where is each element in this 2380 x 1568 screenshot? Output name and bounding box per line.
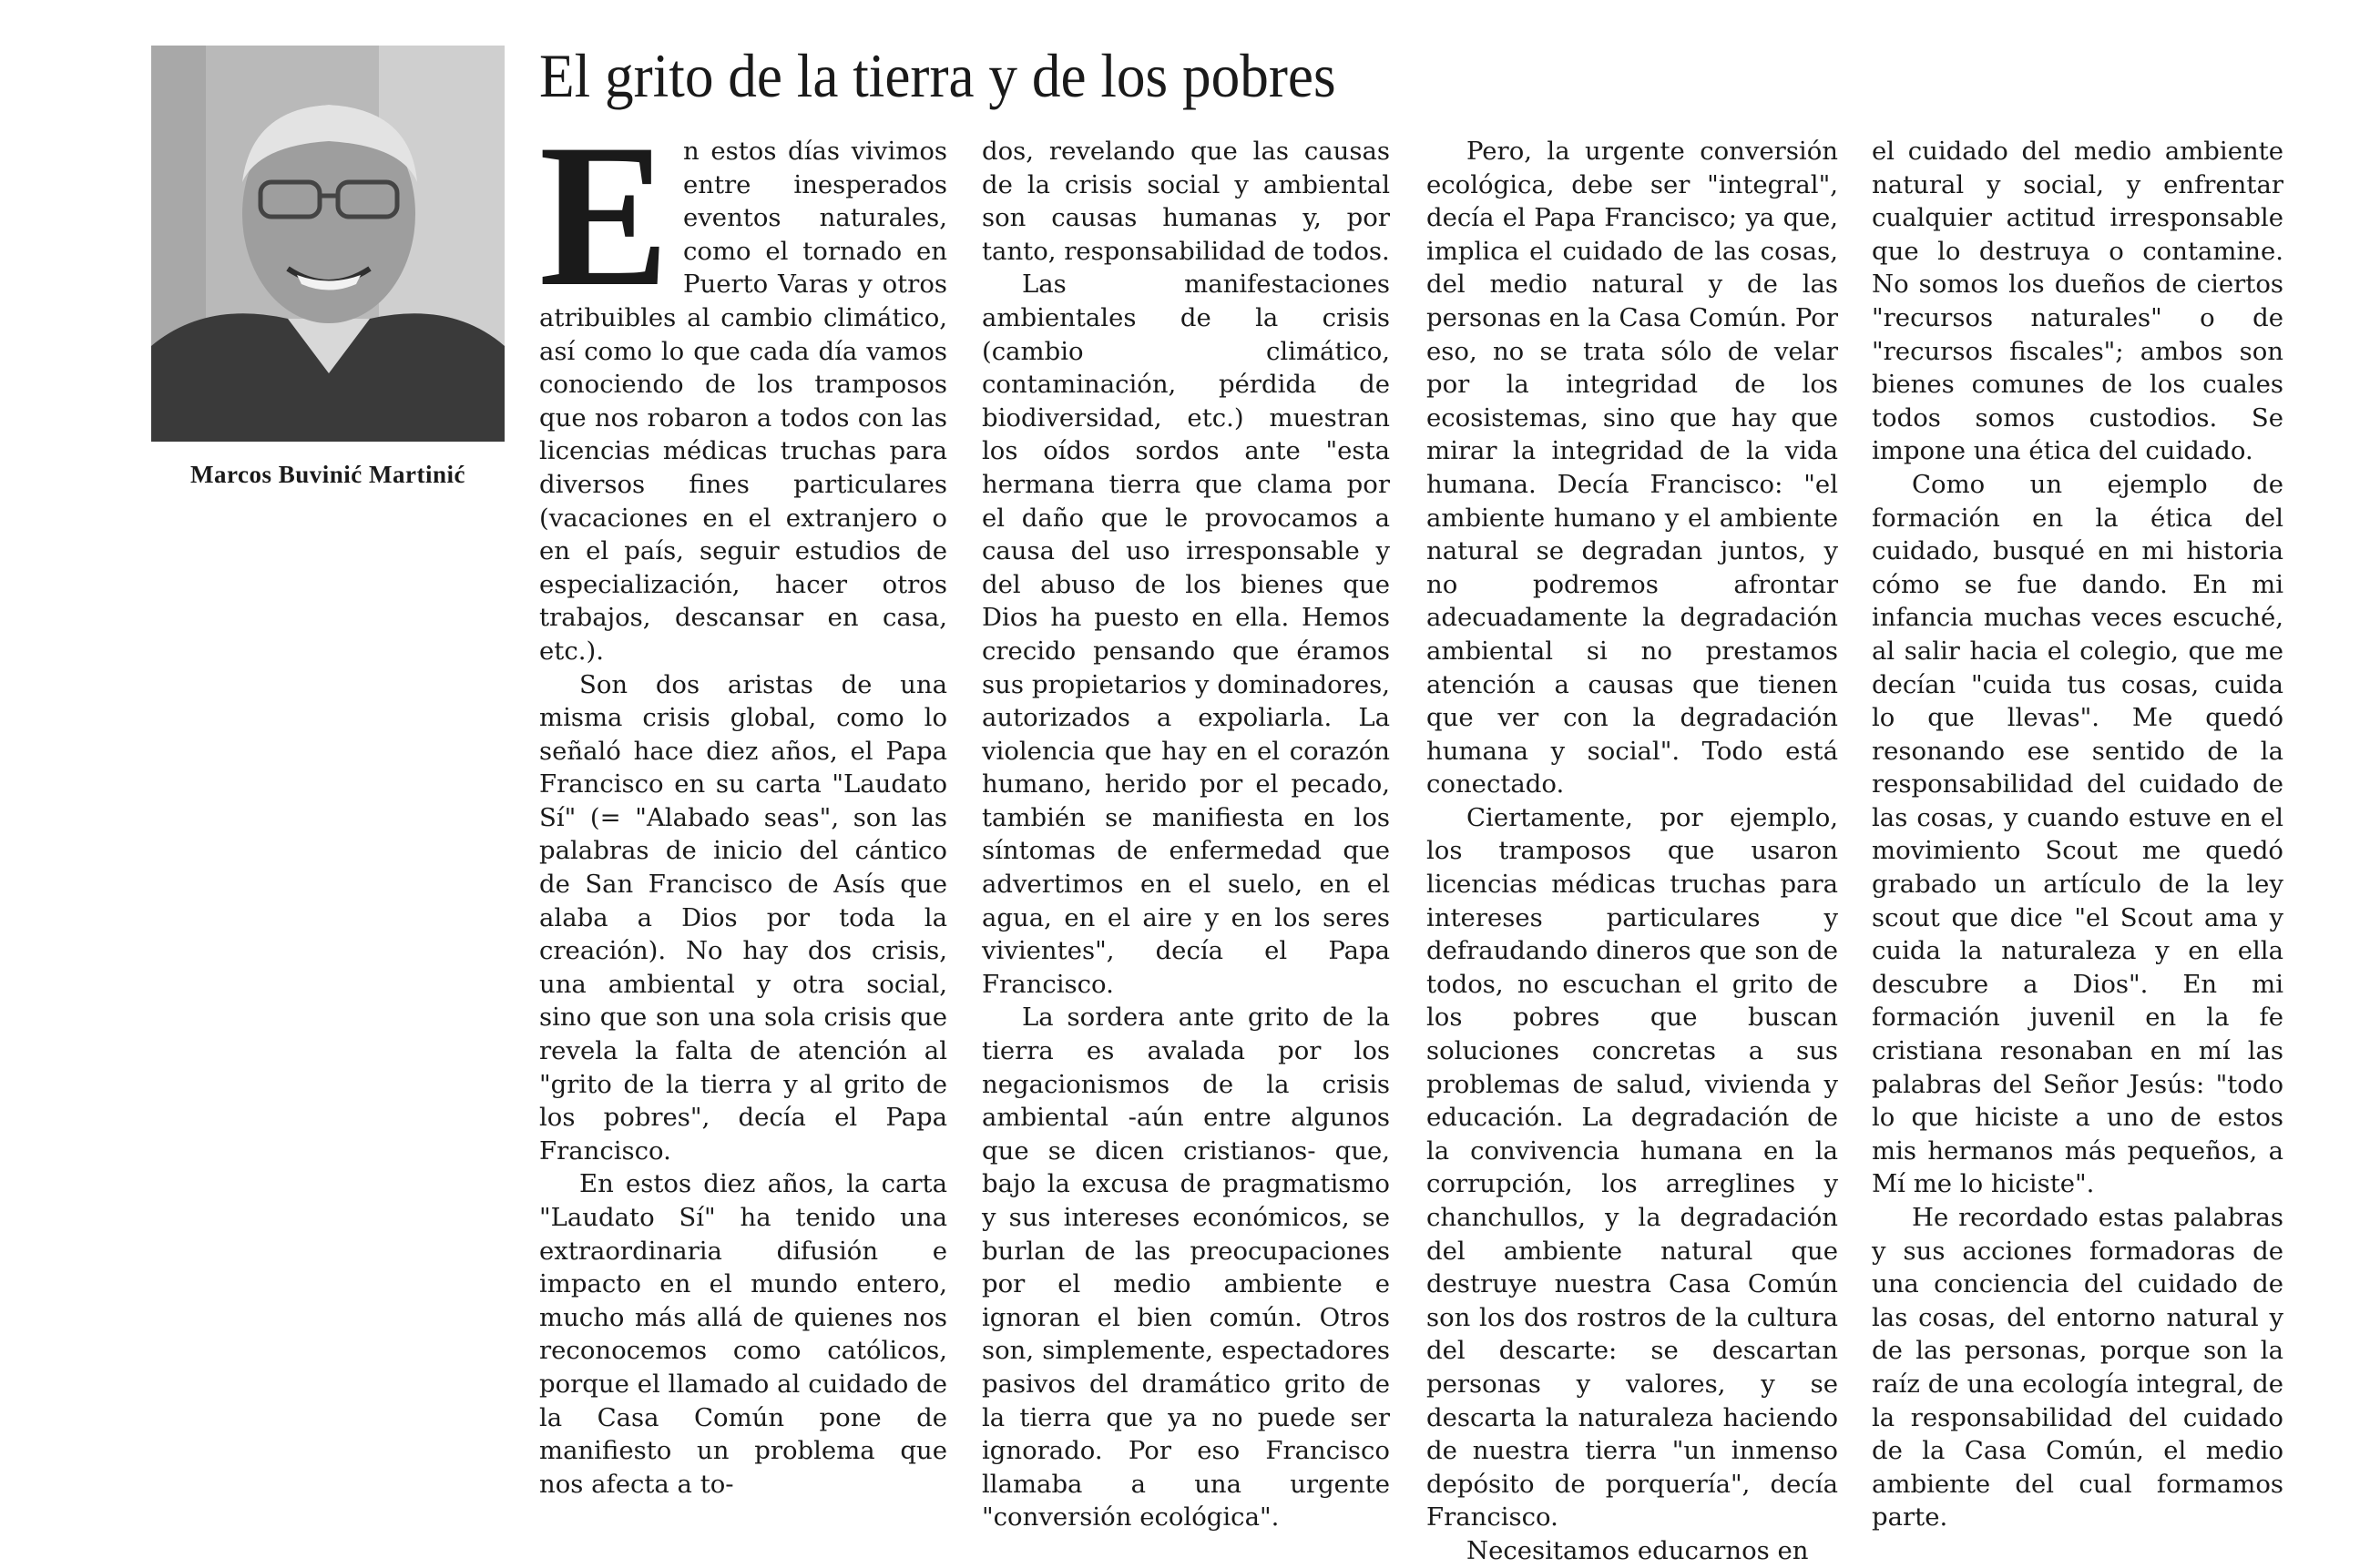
paragraph: Ciertamente, por ejemplo, los tramposos que usaron licencias médicas truchas para intereses particulares y defraudando dineros que son de todos, no escuchan el grito de los pobres que buscan soluciones concretas a sus problemas de salud, vivienda y educación. La degradación de la convivencia humana en la corrupción, los arreglines y chanchullos, y la degradación del ambiente natural que destruye nuestra Casa Común son los dos rostros de la cultura del descarte: se descartan personas y valores, y se descarta la naturaleza haciendo de nuestra tierra "un inmenso depósito de porquería", decía Francisco.: [1426, 802, 1838, 1532]
paragraph: Las manifestaciones ambientales de la crisis (cambio climático, contaminación, pérdida de biodiversidad, etc.) muestran los oídos sordos ante "esta hermana tierra que clama por el daño que le provocamos a causa del uso irresponsable y del abuso de los bienes que Dios ha puesto en ella. Hemos crecido pensando que éramos sus propietarios y dominadores, autorizados a expoliarla. La violencia que hay en el corazón humano, herido por el pecado, también se manifiesta en los síntomas de enfermedad que advertimos en el suelo, en el agua, en el aire y en los seres vivientes", decía el Papa Francisco.: [982, 270, 1390, 999]
article-column-3: [1426, 135, 1838, 1565]
article-headline: El grito de la tierra y de los pobres: [539, 41, 1336, 110]
paragraph: He recordado estas palabras y sus acciones formadoras de una conciencia del cuidado de las cosas, del entorno natural y de las personas, porque son la raíz de una ecología integral, de la responsabilidad del cuidado de la Casa Común, el medio ambiente del cual formamos parte.: [1872, 1203, 2283, 1532]
paragraph: dos, revelando que las causas de la crisis social y ambiental son causas humanas y, por tanto, responsabilidad de todos.: [982, 137, 1390, 266]
paragraph: Pero, la urgente conversión ecológica, debe ser "integral", decía el Papa Francisco; ya que, implica el cuidado de las cosas, del medio natural y de las personas en la Casa Común. Por eso, no se trata sólo de velar por la integridad de los ecosistemas, sino que hay que mirar la integridad de la vida humana. Decía Francisco: "el ambiente humano y el ambiente natural se degradan juntos, y no podremos afrontar adecuadamente la degradación ambiental si no prestamos atención a causas que tienen que ver con la degradación humana y social". Todo está conectado.: [1426, 137, 1838, 799]
paragraph: n estos días vivimos entre inesperados eventos naturales, como el tornado en Puerto Varas y otros atribuibles al cambio climático, así como lo que cada día vamos conociendo de los tramposos que nos robaron a todos con las licencias médicas truchas para diversos fines particulares (vacaciones en el extranjero o en el país, seguir estudios de especialización, hacer otros trabajos, descansar en casa, etc.).: [539, 137, 947, 666]
author-byline: Marcos Buvinić Martinić: [190, 461, 465, 488]
paragraph: el cuidado del medio ambiente natural y social, y enfrentar cualquier actitud irresponsable que lo destruya o contamine. No somos los dueños de ciertos "recursos naturales" o de "recursos fiscales"; ambos son bienes comunes de los cuales todos somos custodios. Se impone una ética del cuidado.: [1872, 137, 2283, 466]
author-photo: [151, 46, 505, 442]
article-column-4: [1872, 135, 2283, 1532]
paragraph: Necesitamos educarnos en: [1466, 1535, 1809, 1565]
paragraph: Son dos aristas de una misma crisis global, como lo señaló hace diez años, el Papa Francisco en su carta "Laudato Sí" (= "Alabado seas", son las palabras de inicio del cántico de San Francisco de Asís que alaba a Dios por toda la creación). No hay dos crisis, una ambiental y otra social, sino que son una sola crisis que revela la falta de atención al "grito de la tierra y al grito de los pobres", decía el Papa Francisco.: [539, 669, 947, 1166]
drop-cap: E: [539, 101, 669, 329]
paragraph: La sordera ante grito de la tierra es avalada por los negacionismos de la crisis ambiental -aún entre algunos que se dicen cristianos- que, bajo la excusa de pragmatismo y sus intereses económicos, se burlan de las preocupaciones por el medio ambiente e ignoran el bien común. Otros son, simplemente, espectadores pasivos del dramático grito de la tierra que ya no puede ser ignorado. Por eso Francisco llamaba a una urgente "conversión ecológica".: [982, 1003, 1390, 1532]
paragraph: Como un ejemplo de formación en la ética del cuidado, busqué en mi historia cómo se fue dando. En mi infancia muchas veces escuché, al salir hacia el colegio, que me decían "cuida tus cosas, cuida lo que llevas". Me quedó resonando ese sentido de la responsabilidad del cuidado de las cosas, y cuando estuve en el movimiento Scout me quedó grabado un artículo de la ley scout que dice "el Scout ama y cuida la naturaleza y en ella descubre a Dios". En mi formación juvenil en la fe cristiana resonaban en mí las palabras del Señor Jesús: "todo lo que hiciste a uno de estos mis hermanos más pequeños, a Mí me lo hiciste".: [1872, 469, 2283, 1199]
article-column-1: [539, 101, 947, 1499]
article-column-2: [982, 135, 1390, 1532]
paragraph: En estos diez años, la carta "Laudato Sí" ha tenido una extraordinaria difusión e impacto en el mundo entero, mucho más allá de quienes nos reconocemos como católicos, porque el llamado al cuidado de la Casa Común pone de manifiesto un problema que nos afecta a to-: [539, 1169, 947, 1499]
